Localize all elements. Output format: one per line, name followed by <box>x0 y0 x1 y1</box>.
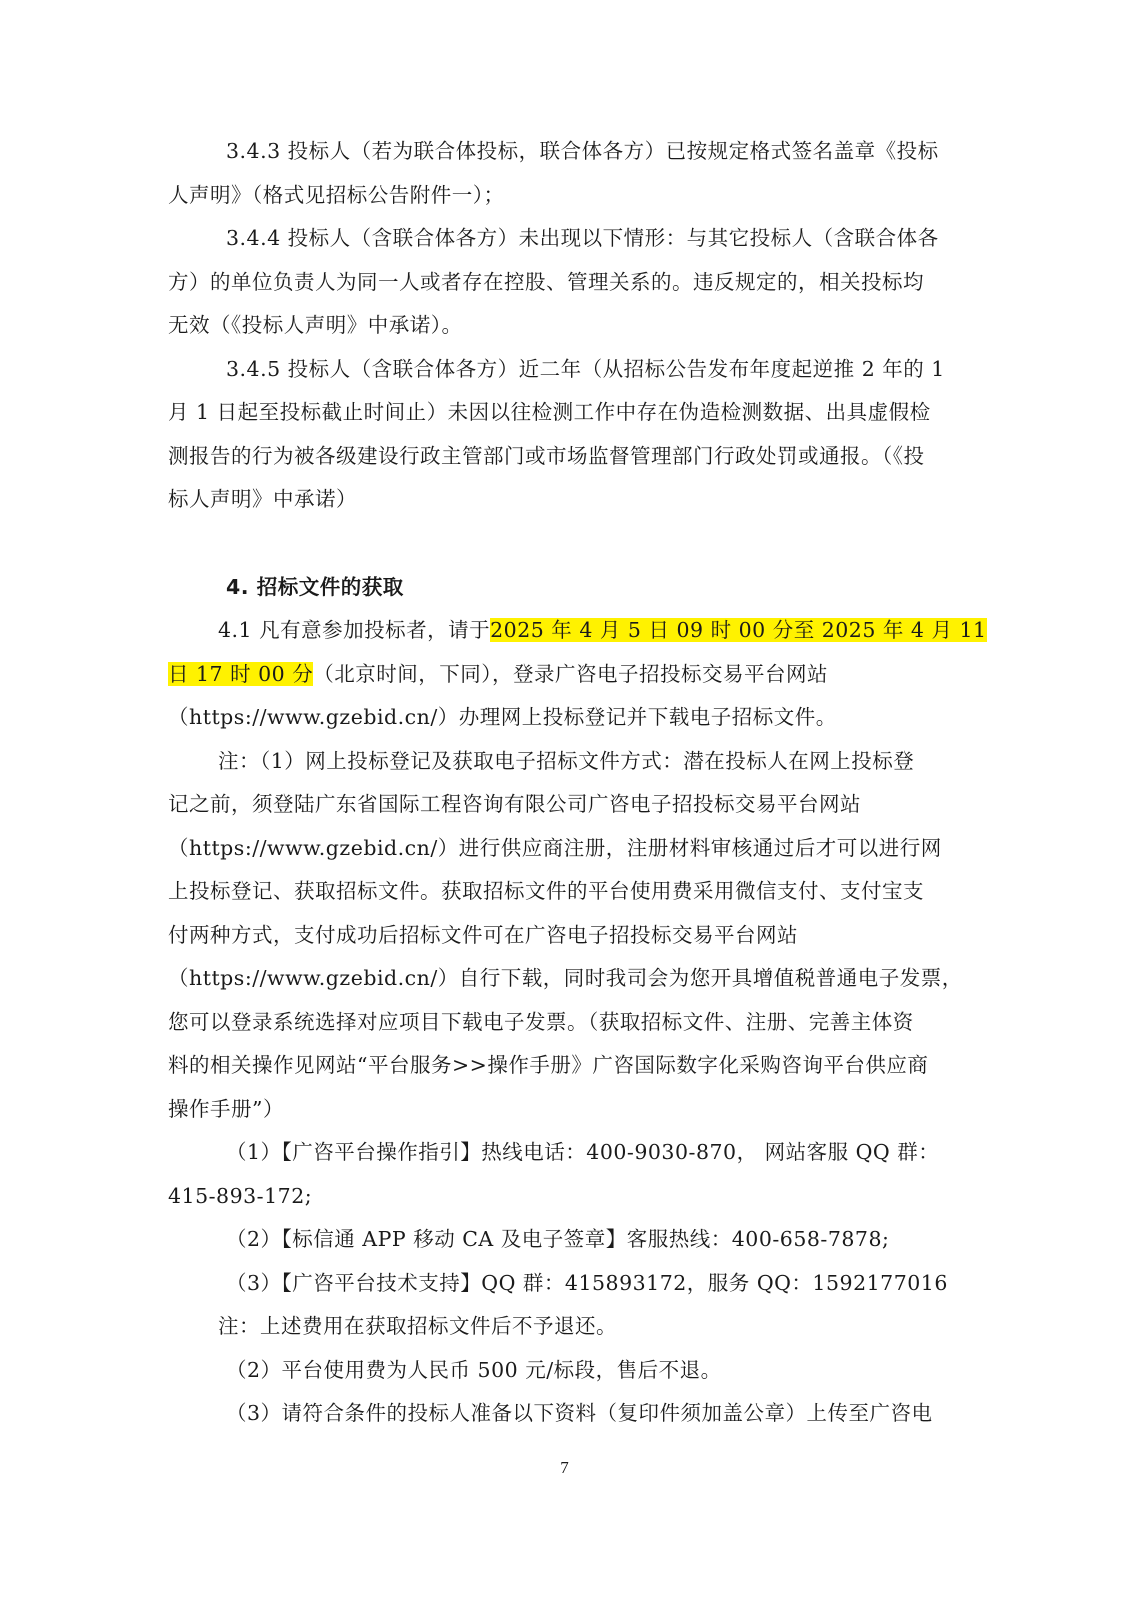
contact-3 <box>168 1262 974 1306</box>
note-1-line-6: （https://www.gzebid.cn/）自行下载，同时我司会为您开具增值税普通电子发票， <box>168 966 963 990</box>
note-2 <box>168 1305 974 1349</box>
section-gap <box>168 522 974 566</box>
note-1-line-7: 您可以登录系统选择对应项目下载电子发票。（获取招标文件、注册、完善主体资 <box>168 1009 914 1034</box>
clause-3-4-5-line-4: 标人声明》中承诺） <box>168 487 357 511</box>
clause-3-4-5-line-1: 3.4.5 投标人（含联合体各方）近二年（从招标公告发布年度起逆推 2 年的 1 <box>226 356 945 381</box>
clause-3-4-4-line-3: 无效（《投标人声明》中承诺）。 <box>168 313 463 337</box>
note-1-line-8: 料的相关操作见网站“平台服务>>操作手册》广咨国际数字化采购咨询平台供应商 <box>168 1053 929 1077</box>
contact-1-line-1: （1）【广咨平台操作指引】热线电话：400-9030-870， 网站客服 QQ 群： <box>226 1140 940 1164</box>
contact-1 <box>168 1131 974 1218</box>
item-2-line: （2）平台使用费为人民币 500 元/标段，售后不退。 <box>226 1357 722 1382</box>
clause-3-4-3 <box>168 130 974 217</box>
clause-4-1 <box>168 609 987 740</box>
page-number: 7 <box>560 1458 569 1477</box>
item-3 <box>168 1392 974 1436</box>
item-2 <box>168 1349 974 1393</box>
contact-2 <box>168 1218 974 1262</box>
clause-4-1-line-3: （https://www.gzebid.cn/）办理网上投标登记并下载电子招标文件。 <box>168 705 837 729</box>
note-1-line-5: 付两种方式，支付成功后招标文件可在广咨电子招投标交易平台网站 <box>168 922 798 947</box>
note-2-line: 注：上述费用在获取招标文件后不予退还。 <box>218 1314 617 1338</box>
clause-3-4-4-line-2: 方）的单位负责人为同一人或者存在控股、管理关系的。违反规定的，相关投标均 <box>168 269 924 294</box>
clause-3-4-5 <box>168 348 974 522</box>
page-content <box>168 130 987 1436</box>
clause-4-1-prefix: 4.1 凡有意参加投标者，请于 <box>218 618 491 642</box>
contact-3-line-1: （3）【广咨平台技术支持】QQ 群：415893172，服务 QQ：1592177016 <box>226 1270 948 1295</box>
section-4-heading: 4. 招标文件的获取 <box>226 574 404 599</box>
clause-3-4-4-line-1: 3.4.4 投标人（含联合体各方）未出现以下情形：与其它投标人（含联合体各 <box>226 226 939 250</box>
note-1-line-4: 上投标登记、获取招标文件。获取招标文件的平台使用费采用微信支付、支付宝支 <box>168 879 924 903</box>
contact-1-line-2: 415-893-172; <box>168 1183 313 1208</box>
contact-2-line-1: （2）【标信通 APP 移动 CA 及电子签章】客服热线：400-658-7878; <box>226 1227 890 1251</box>
clause-3-4-5-line-2: 月 1 日起至投标截止时间止）未因以往检测工作中存在伪造检测数据、出具虚假检 <box>168 400 931 424</box>
clause-3-4-5-line-3: 测报告的行为被各级建设行政主管部门或市场监督管理部门行政处罚或通报。（《投 <box>168 443 925 468</box>
clause-3-4-3-line-1: 3.4.3 投标人（若为联合体投标，联合体各方）已按规定格式签名盖章《投标 <box>226 139 939 163</box>
note-1-line-1: 注：（1）网上投标登记及获取电子招标文件方式：潜在投标人在网上投标登 <box>218 748 915 773</box>
note-1-line-3: （https://www.gzebid.cn/）进行供应商注册，注册材料审核通过后才可以进行网 <box>168 835 942 860</box>
clause-4-1-line-2: （北京时间，下同），登录广咨电子招投标交易平台网站 <box>313 661 828 686</box>
highlighted-date-start: 2025 年 4 月 5 日 09 时 00 分至 2025 年 4 月 11 <box>490 618 987 642</box>
item-3-line: （3）请符合条件的投标人准备以下资料（复印件须加盖公章）上传至广咨电 <box>226 1401 933 1425</box>
note-1-line-9: 操作手册”） <box>168 1096 284 1121</box>
note-1 <box>168 740 974 1132</box>
clause-3-4-4 <box>168 217 974 348</box>
clause-3-4-3-line-2: 人声明》（格式见招标公告附件一）； <box>168 182 505 207</box>
highlighted-date-end: 日 17 时 00 分 <box>168 661 314 686</box>
note-1-line-2: 记之前，须登陆广东省国际工程咨询有限公司广咨电子招投标交易平台网站 <box>168 792 861 816</box>
